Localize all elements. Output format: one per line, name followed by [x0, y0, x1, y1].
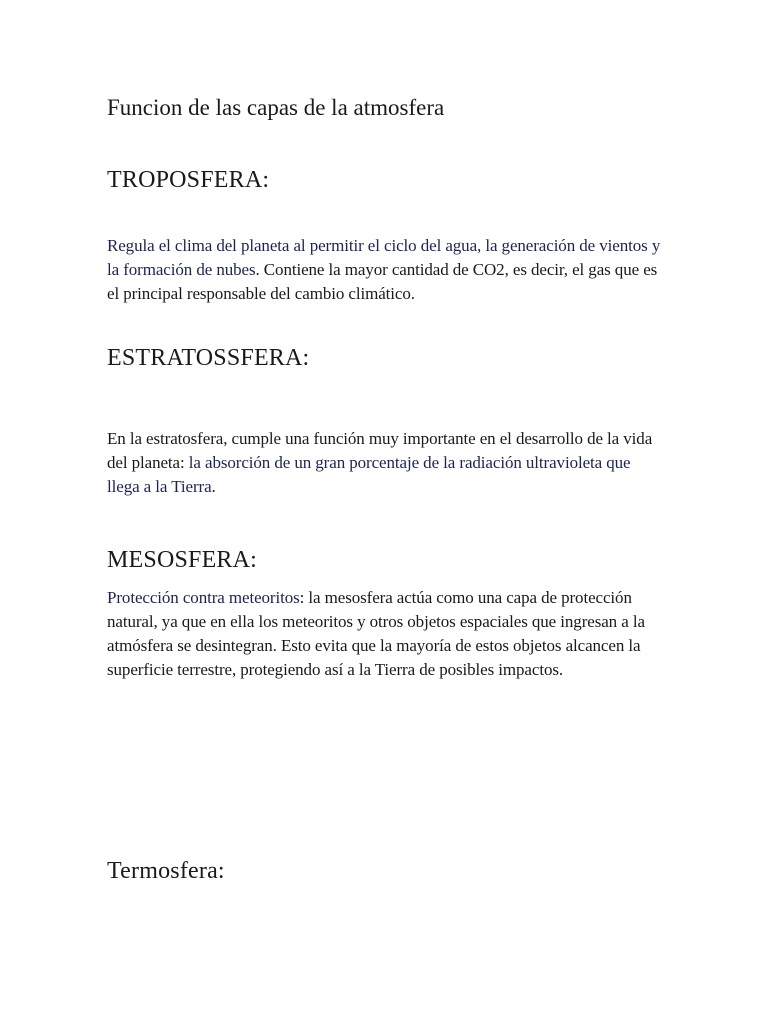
paragraph-estratosfera-highlight: la absorción de un gran porcentaje de la radiación ultravioleta que llega a la Tierra — [107, 453, 631, 496]
paragraph-mesosfera — [107, 586, 667, 682]
paragraph-troposfera-highlight: Regula el clima del planeta al permitir el ciclo del agua, la generación de vientos y la formación de nubes — [107, 236, 661, 279]
heading-termosfera: Termosfera: — [107, 858, 225, 884]
heading-mesosfera: MESOSFERA: — [107, 547, 258, 573]
document-title: Funcion de las capas de la atmosfera — [107, 95, 445, 120]
paragraph-estratosfera — [107, 427, 667, 499]
paragraph-mesosfera-highlight: Protección contra meteoritos — [107, 588, 300, 607]
paragraph-troposfera — [107, 234, 667, 306]
paragraph-mesosfera-text: : la mesosfera actúa como una capa de protección natural, ya que en ella los meteoritos y otros objetos espaciales que ingresan a la atmósfera se desintegran. Esto evita que la mayoría de estos objetos alcancen la superficie terrestre, protegiendo así a la Tierra de posibles impactos. — [107, 588, 645, 679]
paragraph-estratosfera-lead: En la estratosfera, cumple una función muy importante en el desarrollo de la vida del planeta: — [107, 429, 653, 472]
heading-estratossfera: ESTRATOSSFERA: — [107, 345, 310, 371]
paragraph-estratosfera-text: . — [211, 477, 216, 496]
heading-troposfera: TROPOSFERA: — [107, 167, 270, 193]
paragraph-troposfera-text: . Contiene la mayor cantidad de CO2, es decir, el gas que es el principal responsable del cambio climático. — [107, 260, 658, 303]
